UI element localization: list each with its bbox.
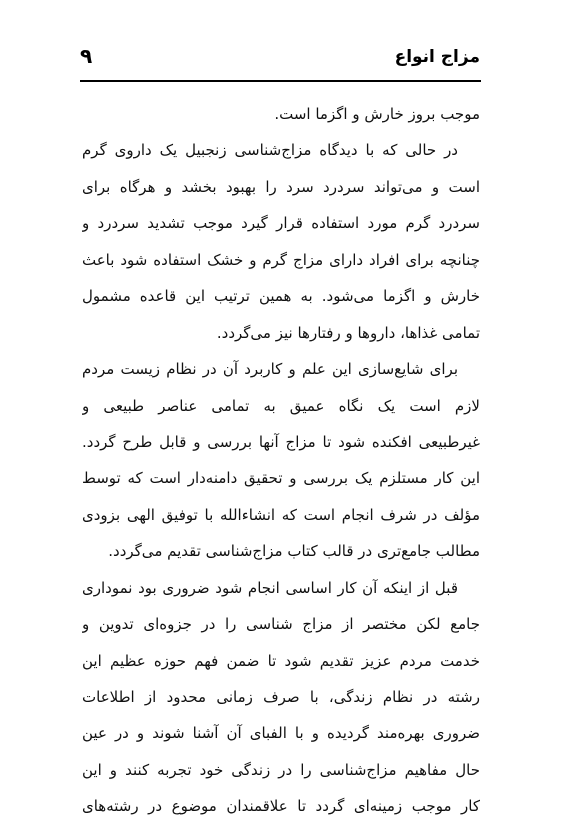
text-line: رشته در نظام زندگی، با صرف زمانی محدود از اطلاعات [82, 688, 480, 706]
page-header [80, 44, 480, 74]
text-line: کار موجب زمینه‌ای گردد تا علاقمندان موضوع در رشته‌های [82, 797, 480, 816]
text-line: مطالب جامع‌تری در قالب کتاب مزاج‌شناسی تقدیم می‌گردد. [108, 542, 480, 561]
page-number: ۹ [80, 44, 93, 68]
text-line: ضروری بهره‌مند گردیده و با الفبای آن آشنا شوند و در عین [82, 724, 480, 743]
text-line: این کار مستلزم یک بررسی و تحقیق دامنه‌دار است که توسط [82, 469, 480, 488]
text-line: است و می‌تواند سردرد سرد را بهبود بخشد و هرگاه برای [82, 177, 480, 196]
text-line: تمامی غذاها، داروها و رفتارها نیز می‌گردد. [216, 323, 480, 342]
running-title: مزاج انواع [394, 47, 480, 67]
text-line: لازم است یک نگاه عمیق به تمامی عناصر طبیعی و [82, 396, 480, 415]
text-line: چنانچه برای افراد دارای مزاج گرم و خشک استفاده شود باعث [82, 250, 480, 269]
text-line: خدمت مردم عزیز تقدیم شود تا ضمن فهم حوزه عظیم این [82, 651, 480, 670]
text-line: غیرطبیعی افکنده شود تا مزاج آنها بررسی و قابل طرح گردد. [82, 432, 480, 451]
text-line: مؤلف در شرف انجام است که انشاءالله با توفیق الهی بزودی [82, 505, 480, 524]
body-text [82, 96, 480, 826]
text-line: قبل از اینکه آن کار اساسی انجام شود ضروری بود نموداری [82, 578, 458, 597]
text-line: خارش و اگزما می‌شود. به همین ترتیب این قاعده مشمول [82, 287, 480, 306]
text-line: برای شایع‌سازی این علم و کاربرد آن در نظام زیست مردم [82, 360, 458, 379]
text-line: سردرد گرم مورد استفاده قرار گیرد موجب تشدید سردرد و [82, 214, 480, 233]
text-line: حال مفاهیم مزاج‌شناسی را در زندگی خود تجربه کنند و این [82, 760, 480, 779]
text-line: در حالی که با دیدگاه مزاج‌شناسی زنجبیل یک داروی گرم [82, 141, 458, 160]
header-rule [80, 80, 481, 82]
text-line: موجب بروز خارش و اگزما است. [274, 105, 480, 123]
text-line: جامع لکن مختصر از مزاج شناسی را در جزوه‌ای تدوین و [82, 615, 480, 634]
